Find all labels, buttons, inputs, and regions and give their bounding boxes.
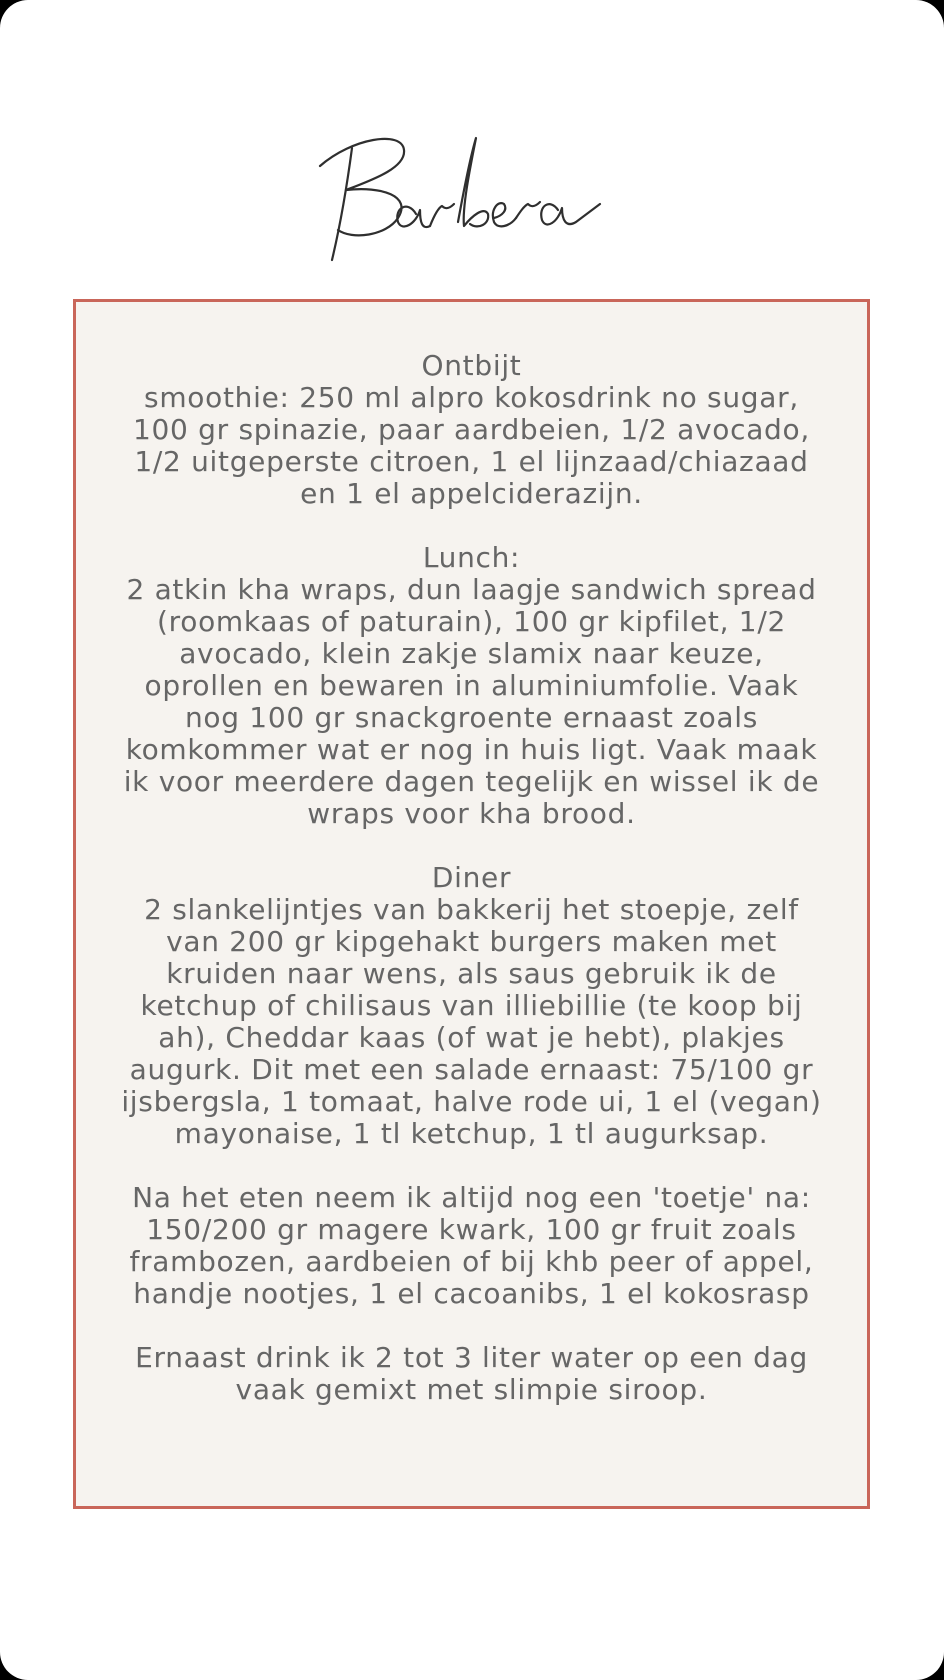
section-diner bbox=[116, 862, 827, 1150]
section-ontbijt bbox=[116, 350, 827, 510]
section-water bbox=[116, 1342, 827, 1406]
section-lunch bbox=[116, 542, 827, 830]
section-heading: Diner bbox=[431, 861, 512, 894]
meal-plan-card bbox=[73, 299, 870, 1509]
section-body: Ernaast drink ik 2 tot 3 liter water op een dag vaak gemixt met slimpie siroop. bbox=[135, 1341, 808, 1406]
section-heading: Lunch: bbox=[422, 541, 521, 574]
title-script-logo bbox=[312, 118, 632, 268]
section-body: Na het eten neem ik altijd nog een 'toetje' na: 150/200 gr magere kwark, 100 gr fruit zoals frambozen, aardbeien of bij khb peer of appel, handje nootjes, 1 el cacoanibs, 1 el kokosrasp bbox=[129, 1181, 814, 1310]
section-toetje bbox=[116, 1182, 827, 1310]
section-heading: Ontbijt bbox=[421, 349, 522, 382]
section-body: 2 atkin kha wraps, dun laagje sandwich spread (roomkaas of paturain), 100 gr kipfilet, 1/2 avocado, klein zakje slamix naar keuze, oprollen en bewaren in aluminiumfolie. Vaak nog 100 gr snackgroente ernaast zoals komkommer wat er nog in huis ligt. Vaak maak ik voor meerdere dagen tegelijk en wissel ik de wraps voor kha brood. bbox=[123, 573, 820, 830]
section-body: smoothie: 250 ml alpro kokosdrink no sugar, 100 gr spinazie, paar aardbeien, 1/2 avocado, 1/2 uitgeperste citroen, 1 el lijnzaad/chiazaad en 1 el appelciderazijn. bbox=[133, 381, 810, 510]
title-area bbox=[0, 118, 944, 268]
section-body: 2 slankelijntjes van bakkerij het stoepje, zelf van 200 gr kipgehakt burgers maken met kruiden naar wens, als saus gebruik ik de ketchup of chilisaus van illiebillie (te koop bij ah), Cheddar kaas (of wat je hebt), plakjes augurk. Dit met een salade ernaast: 75/100 gr ijsbergsla, 1 tomaat, halve rode ui, 1 el (vegan) mayonaise, 1 tl ketchup, 1 tl augurksap. bbox=[121, 893, 822, 1150]
